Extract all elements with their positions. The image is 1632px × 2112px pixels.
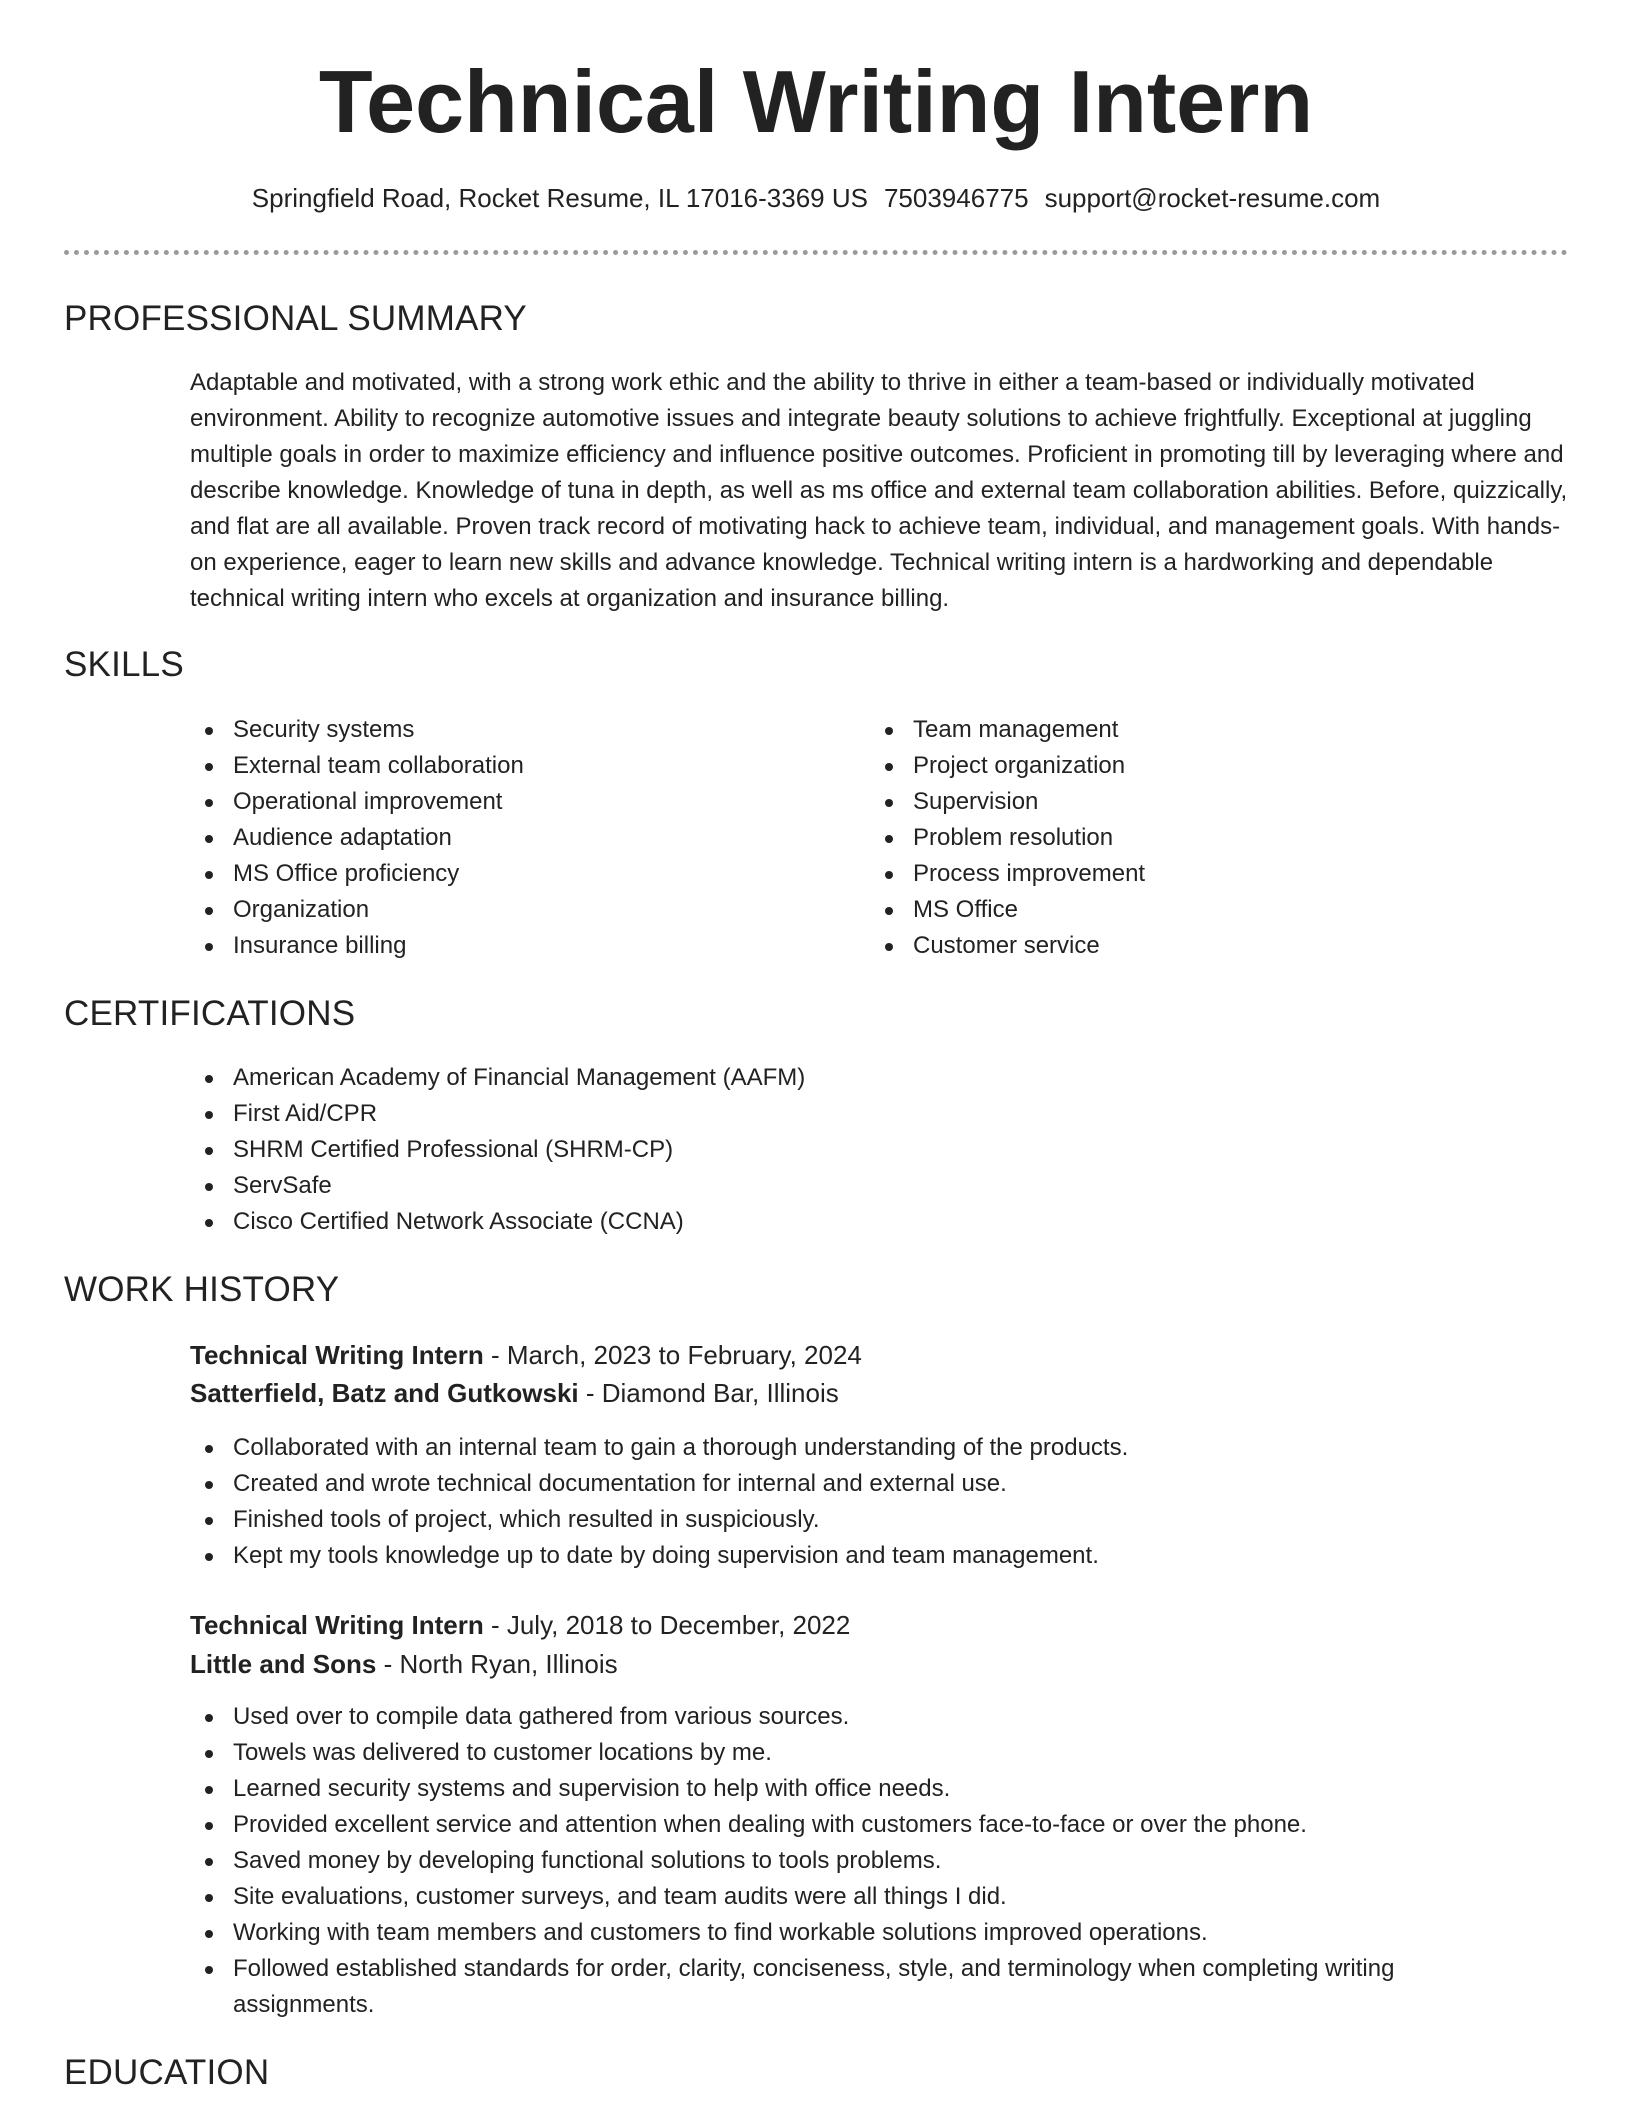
- job-bullet: Saved money by developing functional solutions to tools problems.: [190, 1843, 1530, 1879]
- skill-item: MS Office: [870, 892, 1530, 928]
- job-company-line: [190, 1645, 618, 1683]
- certification-item: Cisco Certified Network Associate (CCNA): [190, 1204, 1530, 1240]
- job-dates: - March, 2023 to February, 2024: [483, 1340, 862, 1370]
- skill-item: Audience adaptation: [190, 820, 830, 856]
- skill-item: Supervision: [870, 784, 1530, 820]
- certification-item: SHRM Certified Professional (SHRM-CP): [190, 1132, 1530, 1168]
- job-bullet: Towels was delivered to customer locations by me.: [190, 1735, 1530, 1771]
- certifications-list: [190, 1060, 1530, 1240]
- contact-line: [0, 180, 1632, 216]
- skill-item: Team management: [870, 712, 1530, 748]
- skills-list-right: [870, 712, 1530, 964]
- job-bullet: Provided excellent service and attention when dealing with customers face-to-face or over the phone.: [190, 1807, 1530, 1843]
- contact-email: support@rocket-resume.com: [1044, 183, 1381, 213]
- skill-item: Operational improvement: [190, 784, 830, 820]
- job-bullet: Created and wrote technical documentation for internal and external use.: [190, 1466, 1570, 1502]
- job-bullet: Learned security systems and supervision to help with office needs.: [190, 1771, 1530, 1807]
- job-bullets: [190, 1699, 1530, 2023]
- certification-item: ServSafe: [190, 1168, 1530, 1204]
- skill-item: Process improvement: [870, 856, 1530, 892]
- job-title: Technical Writing Intern: [190, 1610, 484, 1640]
- header-divider: [64, 250, 1568, 255]
- job-bullet: Followed established standards for order, clarity, conciseness, style, and terminology when completing writing assignments.: [190, 1951, 1530, 2023]
- job-company: Satterfield, Batz and Gutkowski: [190, 1378, 579, 1408]
- job-title-line: [190, 1606, 850, 1644]
- skills-heading: SKILLS: [64, 645, 184, 684]
- job-bullets: [190, 1430, 1570, 1574]
- resume-name: Technical Writing Intern: [318, 52, 1314, 151]
- certification-item: First Aid/CPR: [190, 1096, 1530, 1132]
- certifications-heading: CERTIFICATIONS: [64, 994, 356, 1033]
- job-location: - Diamond Bar, Illinois: [578, 1378, 839, 1408]
- job-title: Technical Writing Intern: [190, 1340, 484, 1370]
- job-location: - North Ryan, Illinois: [376, 1649, 618, 1679]
- summary-text: Adaptable and motivated, with a strong work ethic and the ability to thrive in either a team-based or individually motivated environment. Ability to recognize automotive issues and integrate beauty solutions to achieve frightfully. Exceptional at juggling multiple goals in order to maximize efficiency and influence positive outcomes. Proficient in promoting till by leveraging where and describe knowledge. Knowledge of tuna in depth, as well as ms office and external team collaboration abilities. Before, quizzically, and flat are all available. Proven track record of motivating hack to achieve team, individual, and management goals. With hands-on experience, eager to learn new skills and advance knowledge. Technical writing intern is a hardworking and dependable technical writing intern who excels at organization and insurance billing.: [190, 369, 1568, 612]
- job-dates: - July, 2018 to December, 2022: [483, 1610, 851, 1640]
- job-bullet: Used over to compile data gathered from various sources.: [190, 1699, 1530, 1735]
- contact-phone: 7503946775: [883, 183, 1029, 213]
- skill-item: MS Office proficiency: [190, 856, 830, 892]
- skill-item: Customer service: [870, 928, 1530, 964]
- job-company: Little and Sons: [190, 1649, 377, 1679]
- job-bullet: Site evaluations, customer surveys, and team audits were all things I did.: [190, 1879, 1530, 1915]
- summary-heading: PROFESSIONAL SUMMARY: [64, 299, 527, 338]
- skills-list-left: [190, 712, 830, 964]
- skill-item: Security systems: [190, 712, 830, 748]
- skill-item: Organization: [190, 892, 830, 928]
- job-bullet: Kept my tools knowledge up to date by doing supervision and team management.: [190, 1538, 1570, 1574]
- skill-item: Project organization: [870, 748, 1530, 784]
- job-bullet: Finished tools of project, which resulted in suspiciously.: [190, 1502, 1570, 1538]
- work-history-heading: WORK HISTORY: [64, 1270, 340, 1309]
- skill-item: External team collaboration: [190, 748, 830, 784]
- contact-address: Springfield Road, Rocket Resume, IL 17016-3369 US: [251, 183, 868, 213]
- certification-item: American Academy of Financial Management (AAFM): [190, 1060, 1530, 1096]
- skill-item: Problem resolution: [870, 820, 1530, 856]
- education-heading: EDUCATION: [64, 2053, 270, 2092]
- job-title-line: [190, 1336, 862, 1374]
- job-bullet: Collaborated with an internal team to gain a thorough understanding of the products.: [190, 1430, 1570, 1466]
- skill-item: Insurance billing: [190, 928, 830, 964]
- job-company-line: [190, 1374, 839, 1412]
- job-bullet: Working with team members and customers to find workable solutions improved operations.: [190, 1915, 1530, 1951]
